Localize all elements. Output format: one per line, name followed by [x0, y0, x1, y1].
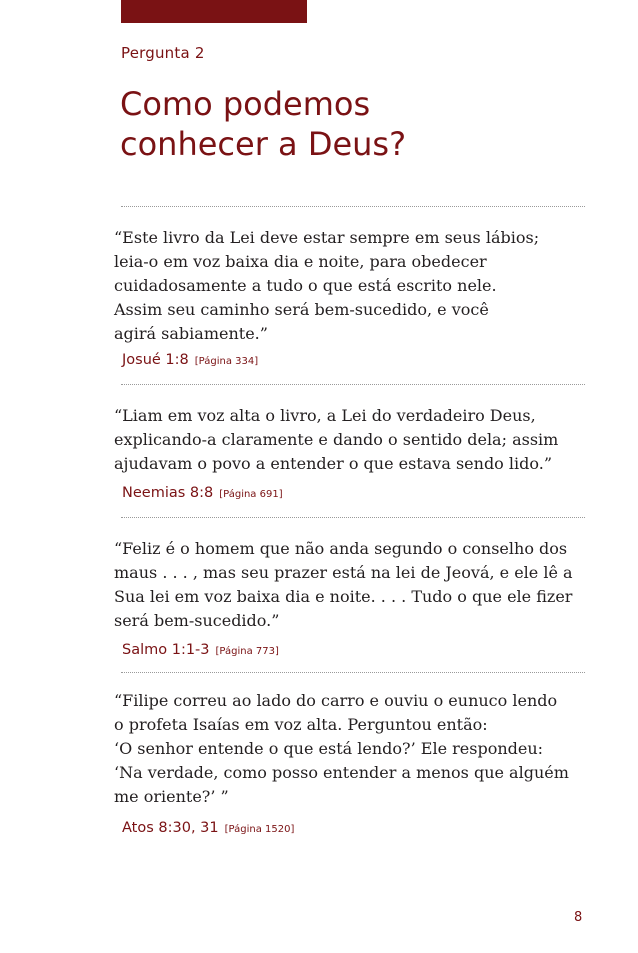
- page-reference: [Página 691]: [219, 489, 283, 500]
- question-label: Pergunta 2: [121, 44, 205, 62]
- section-divider: [121, 206, 585, 207]
- scripture-reference: [122, 639, 279, 658]
- page-reference: [Página 334]: [194, 356, 259, 367]
- page-reference: [Página 1520]: [224, 824, 295, 835]
- scripture-quote: “Filipe correu ao lado do carro e ouviu o eunuco lendo o profeta Isaías em voz alta. Perguntou então: ‘O senhor entende o que está lendo?’ Ele respondeu: ‘Na verdade, como posso entender a menos que alguém me oriente?’ ”: [114, 691, 569, 806]
- page-number: 8: [574, 910, 583, 925]
- scripture-quote: “Feliz é o homem que não anda segundo o conselho dos maus . . . , mas seu prazer está na lei de Jeová, e ele lê a Sua lei em voz baixa dia e noite. . . . Tudo o que ele fizer será bem-sucedido.”: [114, 539, 573, 630]
- section-divider: [121, 384, 585, 385]
- page-title: [120, 84, 406, 164]
- scripture-reference: [122, 482, 283, 501]
- verse-reference: Atos 8:30, 31: [122, 820, 219, 836]
- scripture-quote: “Liam em voz alta o livro, a Lei do verdadeiro Deus, explicando-a claramente e dando o sentido dela; assim ajudavam o povo a entender o que estava sendo lido.”: [114, 406, 559, 473]
- verse-reference: Neemias 8:8: [122, 485, 214, 501]
- page-title-line-1: Como podemos: [120, 85, 371, 123]
- page-title-line-2: conhecer a Deus?: [120, 125, 407, 163]
- header-color-bar: [121, 0, 307, 23]
- verse-reference: Josué 1:8: [122, 352, 189, 368]
- page-reference: [Página 773]: [215, 646, 279, 657]
- section-divider: [121, 672, 585, 673]
- scripture-reference: [122, 817, 294, 836]
- section-divider: [121, 517, 585, 518]
- scripture-quote: “Este livro da Lei deve estar sempre em seus lábios; leia-o em voz baixa dia e noite, para obedecer cuidadosamente a tudo o que está escrito nele. Assim seu caminho será bem-sucedido, e você agirá sabiamente.”: [114, 228, 540, 343]
- verse-reference: Salmo 1:1-3: [122, 642, 210, 658]
- scripture-reference: [122, 349, 258, 368]
